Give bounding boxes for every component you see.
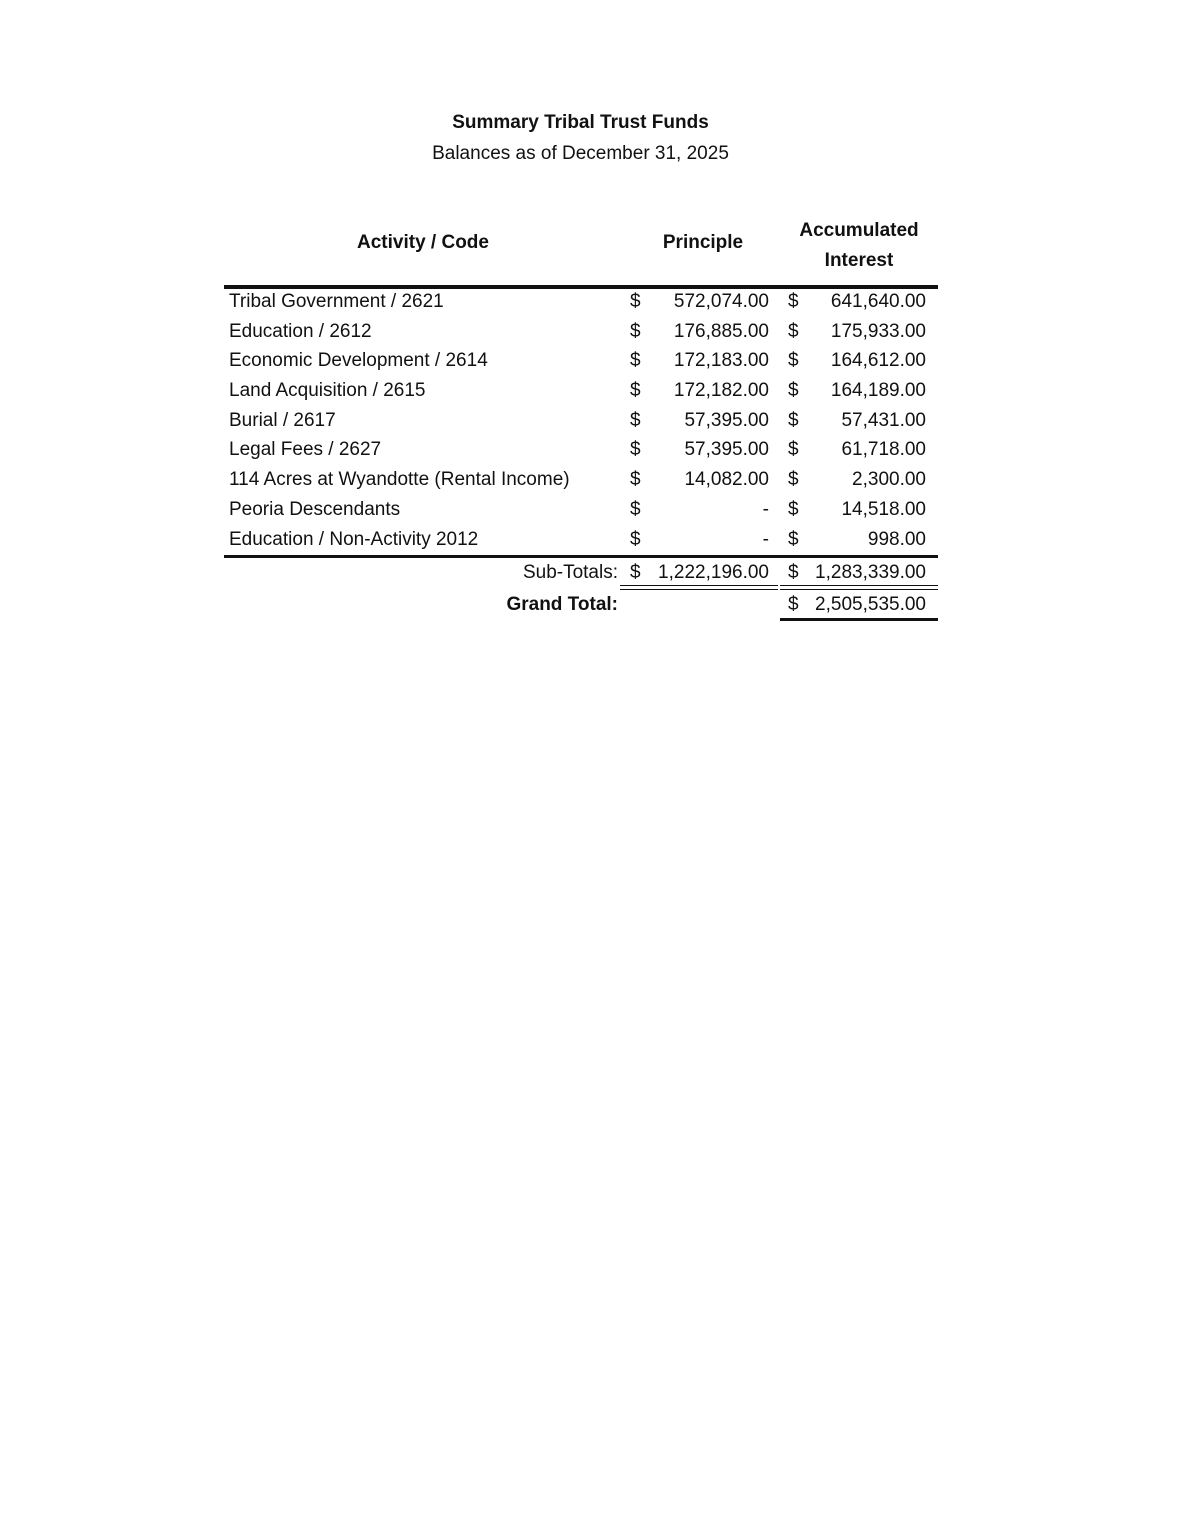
header-principle: Principle: [662, 232, 744, 253]
subtotal-principle-dollar: $: [630, 562, 641, 583]
grand-total-value: 2,505,535.00: [815, 594, 926, 615]
principle-value: 172,182.00: [673, 380, 769, 402]
activity-name: 114 Acres at Wyandotte (Rental Income): [229, 469, 570, 491]
activity-name: Economic Development / 2614: [229, 350, 488, 372]
grand-total-label: Grand Total:: [506, 594, 618, 615]
grand-total-dollar: $: [788, 594, 799, 615]
double-rule-principle-top: [620, 585, 778, 586]
table-row: [0, 496, 1193, 526]
principle-dollar: $: [630, 528, 641, 550]
interest-value: 164,189.00: [830, 380, 926, 402]
principle-value: 176,885.00: [673, 320, 769, 342]
table-row: [0, 347, 1193, 377]
interest-dollar: $: [788, 320, 799, 342]
principle-value: 572,074.00: [673, 291, 769, 312]
table-row: [0, 436, 1193, 466]
table-row: [0, 526, 1193, 556]
principle-dollar: $: [630, 409, 641, 431]
header-interest: [780, 216, 938, 276]
header-interest-line1: Accumulated: [799, 220, 919, 241]
principle-dollar: $: [630, 439, 641, 461]
interest-value: 57,431.00: [841, 409, 926, 431]
subtotal-label: Sub-Totals:: [522, 562, 618, 583]
principle-dollar: $: [630, 291, 641, 312]
interest-value: 998.00: [867, 528, 926, 550]
header-activity: Activity / Code: [357, 232, 489, 253]
interest-dollar: $: [788, 291, 799, 312]
principle-dollar: $: [630, 469, 641, 491]
subtotal-rule: [224, 555, 938, 558]
activity-name: Education / Non-Activity 2012: [229, 528, 479, 550]
fund-table: [0, 288, 1193, 555]
principle-dollar: $: [630, 380, 641, 402]
interest-value: 164,612.00: [830, 350, 926, 372]
principle-value: -: [762, 498, 769, 520]
interest-value: 2,300.00: [852, 469, 926, 491]
activity-name: Peoria Descendants: [229, 498, 401, 520]
interest-value: 14,518.00: [841, 498, 926, 520]
subtotal-interest-dollar: $: [788, 562, 799, 583]
principle-dollar: $: [630, 320, 641, 342]
principle-value: 14,082.00: [684, 469, 769, 491]
header-interest-line2: Interest: [824, 250, 894, 271]
grand-total-row: [0, 592, 1193, 622]
principle-value: 172,183.00: [673, 350, 769, 372]
table-row: [0, 288, 1193, 318]
subtotal-principle: 1,222,196.00: [658, 562, 769, 583]
interest-dollar: $: [788, 498, 799, 520]
principle-value: 57,395.00: [684, 439, 769, 461]
interest-dollar: $: [788, 380, 799, 402]
table-row: [0, 318, 1193, 348]
table-row: [0, 466, 1193, 496]
activity-name: Education / 2612: [229, 320, 372, 342]
principle-value: -: [762, 528, 769, 550]
table-row: [0, 407, 1193, 437]
page-subtitle: Balances as of December 31, 2025: [432, 143, 729, 164]
interest-dollar: $: [788, 409, 799, 431]
activity-name: Land Acquisition / 2615: [229, 380, 426, 402]
interest-value: 641,640.00: [830, 291, 926, 312]
grand-total-rule: [780, 618, 938, 621]
interest-value: 61,718.00: [841, 439, 926, 461]
activity-name: Tribal Government / 2621: [229, 291, 444, 312]
interest-dollar: $: [788, 469, 799, 491]
principle-dollar: $: [630, 498, 641, 520]
principle-value: 57,395.00: [684, 409, 769, 431]
subtotal-interest: 1,283,339.00: [815, 562, 926, 583]
interest-dollar: $: [788, 528, 799, 550]
interest-dollar: $: [788, 350, 799, 372]
double-rule-interest-top: [780, 585, 938, 586]
activity-name: Legal Fees / 2627: [229, 439, 382, 461]
table-row: [0, 377, 1193, 407]
double-rule-principle-bottom: [620, 589, 778, 590]
double-rule-interest-bottom: [780, 589, 938, 590]
activity-name: Burial / 2617: [229, 409, 336, 431]
interest-value: 175,933.00: [830, 320, 926, 342]
interest-dollar: $: [788, 439, 799, 461]
subtotal-row: [0, 560, 1193, 590]
principle-dollar: $: [630, 350, 641, 372]
page-title: Summary Tribal Trust Funds: [452, 112, 709, 133]
